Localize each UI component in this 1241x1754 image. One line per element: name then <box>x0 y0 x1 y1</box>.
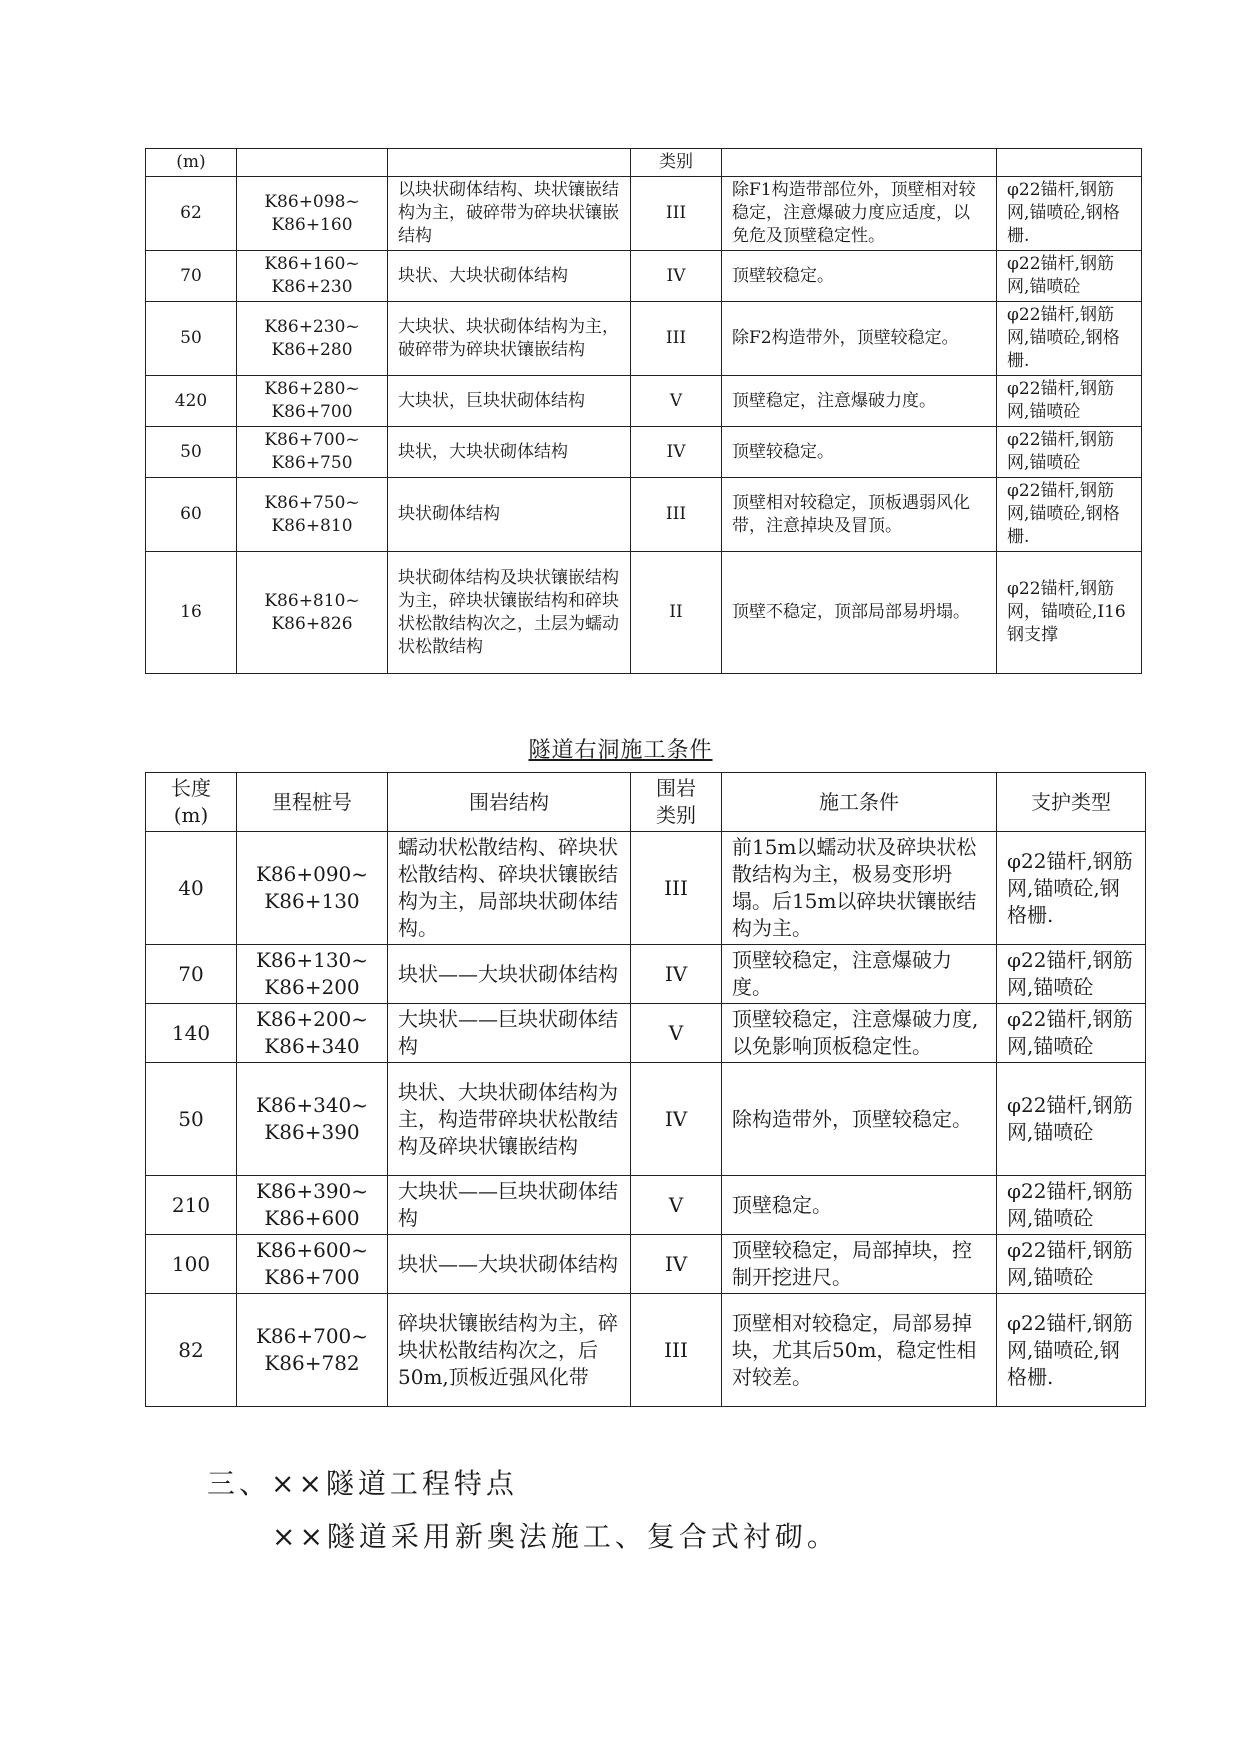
cell-support: φ22锚杆,钢筋网,锚喷砼 <box>997 1004 1146 1063</box>
cell-condition: 除F1构造带部位外，顶壁相对较稳定，注意爆破力度应适度，以免危及顶壁稳定性。 <box>722 177 997 251</box>
header-mileage <box>237 149 388 177</box>
header-length: 长度 (m) <box>146 773 237 832</box>
cell-condition: 顶壁不稳定，顶部局部易坍塌。 <box>722 552 997 674</box>
cell-condition: 顶壁较稳定，注意爆破力度。 <box>722 945 997 1004</box>
cell-class: V <box>631 376 722 427</box>
cell-rock: 块状——大块状砌体结构 <box>388 1235 631 1294</box>
cell-rock: 大块状——巨块状砌体结构 <box>388 1176 631 1235</box>
table-row <box>146 552 1142 674</box>
cell-length: 50 <box>146 1063 237 1176</box>
cell-class: IV <box>631 427 722 478</box>
cell-rock: 大块状，巨块状砌体结构 <box>388 376 631 427</box>
cell-condition: 顶壁稳定，注意爆破力度。 <box>722 376 997 427</box>
cell-condition: 前15m以蠕动状及碎块状松散结构为主，极易变形坍塌。后15m以碎块状镶嵌结构为主。 <box>722 832 997 945</box>
cell-support: φ22锚杆,钢筋网,锚喷砼 <box>997 945 1146 1004</box>
header-support <box>997 149 1142 177</box>
cell-support: φ22锚杆,钢筋网,锚喷砼,钢格栅. <box>997 302 1142 376</box>
cell-length: 210 <box>146 1176 237 1235</box>
cell-condition: 除F2构造带外，顶壁较稳定。 <box>722 302 997 376</box>
cell-rock: 块状，大块状砌体结构 <box>388 427 631 478</box>
cell-class: V <box>631 1176 722 1235</box>
table-row <box>146 1176 1146 1235</box>
cell-condition: 顶壁稳定。 <box>722 1176 997 1235</box>
cell-support: φ22锚杆,钢筋网,锚喷砼,钢格栅. <box>997 478 1142 552</box>
cell-mileage: K86+090~ K86+130 <box>237 832 388 945</box>
cell-condition: 顶壁较稳定。 <box>722 251 997 302</box>
table-row <box>146 376 1142 427</box>
cell-class: V <box>631 1004 722 1063</box>
cell-length: 62 <box>146 177 237 251</box>
cell-support: φ22锚杆,钢筋网,锚喷砼 <box>997 376 1142 427</box>
cell-length: 16 <box>146 552 237 674</box>
cell-condition: 顶壁相对较稳定，局部易掉块，尤其后50m，稳定性相对较差。 <box>722 1294 997 1407</box>
cell-rock: 块状、大块状砌体结构为主，构造带碎块状松散结构及碎块状镶嵌结构 <box>388 1063 631 1176</box>
cell-mileage: K86+280~ K86+700 <box>237 376 388 427</box>
cell-support: φ22锚杆,钢筋网,锚喷砼,钢格栅. <box>997 177 1142 251</box>
header-mileage: 里程桩号 <box>237 773 388 832</box>
table-row <box>146 1294 1146 1407</box>
cell-class: III <box>631 832 722 945</box>
table-caption: 隧道右洞施工条件 <box>528 738 713 763</box>
table-header-row <box>146 149 1142 177</box>
header-rock: 围岩结构 <box>388 773 631 832</box>
cell-rock: 块状砌体结构 <box>388 478 631 552</box>
cell-class: IV <box>631 945 722 1004</box>
cell-condition: 顶壁较稳定，注意爆破力度,以免影响顶板稳定性。 <box>722 1004 997 1063</box>
cell-length: 420 <box>146 376 237 427</box>
cell-length: 50 <box>146 302 237 376</box>
cell-condition: 顶壁较稳定，局部掉块，控制开挖进尺。 <box>722 1235 997 1294</box>
header-condition <box>722 149 997 177</box>
cell-condition: 除构造带外，顶壁较稳定。 <box>722 1063 997 1176</box>
cell-support: φ22锚杆,钢筋网,锚喷砼,钢格栅. <box>997 1294 1146 1407</box>
cell-length: 140 <box>146 1004 237 1063</box>
table-row <box>146 302 1142 376</box>
cell-mileage: K86+600~ K86+700 <box>237 1235 388 1294</box>
cell-class: IV <box>631 1235 722 1294</box>
cell-rock: 块状——大块状砌体结构 <box>388 945 631 1004</box>
cell-mileage: K86+390~ K86+600 <box>237 1176 388 1235</box>
cell-rock: 碎块状镶嵌结构为主，碎块状松散结构次之，后50m,顶板近强风化带 <box>388 1294 631 1407</box>
cell-mileage: K86+340~ K86+390 <box>237 1063 388 1176</box>
cell-class: IV <box>631 1063 722 1176</box>
header-class: 围岩 类别 <box>631 773 722 832</box>
cell-class: III <box>631 302 722 376</box>
cell-support: φ22锚杆,钢筋网,锚喷砼 <box>997 251 1142 302</box>
cell-support: φ22锚杆,钢筋网,锚喷砼 <box>997 1063 1146 1176</box>
cell-support: φ22锚杆,钢筋网,锚喷砼 <box>997 427 1142 478</box>
cell-length: 40 <box>146 832 237 945</box>
cell-length: 60 <box>146 478 237 552</box>
cell-length: 50 <box>146 427 237 478</box>
header-rock <box>388 149 631 177</box>
cell-rock: 蠕动状松散结构、碎块状松散结构、碎块状镶嵌结构为主，局部块状砌体结构。 <box>388 832 631 945</box>
cell-condition: 顶壁相对较稳定，顶板遇弱风化带，注意掉块及冒顶。 <box>722 478 997 552</box>
cell-length: 100 <box>146 1235 237 1294</box>
cell-class: III <box>631 478 722 552</box>
cell-support: φ22锚杆,钢筋网,锚喷砼,钢格栅. <box>997 832 1146 945</box>
table-row <box>146 1063 1146 1176</box>
cell-mileage: K86+810~ K86+826 <box>237 552 388 674</box>
cell-rock: 块状砌体结构及块状镶嵌结构为主，碎块状镶嵌结构和碎块状松散结构次之，土层为蠕动状松散结构 <box>388 552 631 674</box>
cell-mileage: K86+750~ K86+810 <box>237 478 388 552</box>
cell-rock: 以块状砌体结构、块状镶嵌结构为主，破碎带为碎块状镶嵌结构 <box>388 177 631 251</box>
header-class: 类别 <box>631 149 722 177</box>
table-header-row <box>146 773 1146 832</box>
cell-mileage: K86+230~ K86+280 <box>237 302 388 376</box>
left-tunnel-table <box>145 148 1142 674</box>
table-row <box>146 832 1146 945</box>
cell-mileage: K86+098~ K86+160 <box>237 177 388 251</box>
table-row <box>146 478 1142 552</box>
cell-length: 82 <box>146 1294 237 1407</box>
cell-rock: 大块状、块状砌体结构为主，破碎带为碎块状镶嵌结构 <box>388 302 631 376</box>
table-row <box>146 251 1142 302</box>
table-row <box>146 1004 1146 1063</box>
cell-support: φ22锚杆,钢筋网，锚喷砼,I16钢支撑 <box>997 552 1142 674</box>
cell-support: φ22锚杆,钢筋网,锚喷砼 <box>997 1235 1146 1294</box>
cell-class: IV <box>631 251 722 302</box>
cell-rock: 块状、大块状砌体结构 <box>388 251 631 302</box>
section-heading: 三、××隧道工程特点 <box>207 1467 518 1500</box>
cell-length: 70 <box>146 251 237 302</box>
cell-condition: 顶壁较稳定。 <box>722 427 997 478</box>
cell-mileage: K86+700~ K86+782 <box>237 1294 388 1407</box>
header-support: 支护类型 <box>997 773 1146 832</box>
cell-class: III <box>631 1294 722 1407</box>
cell-mileage: K86+160~ K86+230 <box>237 251 388 302</box>
cell-mileage: K86+130~ K86+200 <box>237 945 388 1004</box>
header-condition: 施工条件 <box>722 773 997 832</box>
table-row <box>146 1235 1146 1294</box>
table-row <box>146 427 1142 478</box>
cell-class: II <box>631 552 722 674</box>
table-row <box>146 177 1142 251</box>
cell-rock: 大块状——巨块状砌体结构 <box>388 1004 631 1063</box>
table-row <box>146 945 1146 1004</box>
header-length: (m) <box>146 149 237 177</box>
cell-length: 70 <box>146 945 237 1004</box>
cell-mileage: K86+200~ K86+340 <box>237 1004 388 1063</box>
cell-mileage: K86+700~ K86+750 <box>237 427 388 478</box>
section-paragraph: ××隧道采用新奥法施工、复合式衬砌。 <box>272 1520 839 1553</box>
cell-class: III <box>631 177 722 251</box>
cell-support: φ22锚杆,钢筋网,锚喷砼 <box>997 1176 1146 1235</box>
right-tunnel-table <box>145 772 1146 1407</box>
